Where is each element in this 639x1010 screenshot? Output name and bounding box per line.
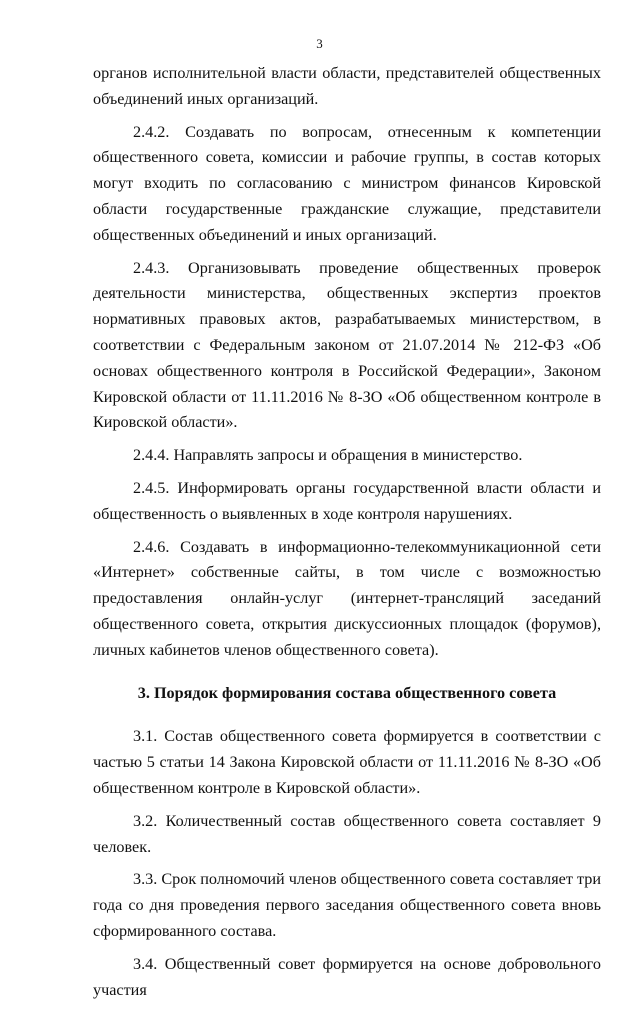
paragraph: 2.4.5. Информировать органы государственной власти области и общественность о выявленных в ходе контроля нарушениях.	[93, 478, 601, 523]
paragraph: 3.1. Состав общественного совета формируется в соответствии с частью 5 статьи 14 Закона Кировской области от 11.11.2016 № 8-ЗО «Об общественном контроле в Кировской области».	[93, 727, 601, 797]
section-heading: 3. Порядок формирования состава общественного совета	[137, 683, 557, 702]
paragraph: 3.4. Общественный совет формируется на основе добровольного участия	[93, 954, 601, 999]
paragraphs-before	[93, 61, 601, 664]
paragraphs-after	[93, 724, 601, 1003]
paragraph: 3.2. Количественный состав общественного совета составляет 9 человек.	[93, 811, 601, 856]
paragraph: органов исполнительной власти области, представителей общественных объединений иных организаций.	[93, 64, 601, 108]
paragraph: 2.4.2. Создавать по вопросам, отнесенным к компетенции общественного совета, комиссии и рабочие группы, в состав которых могут входить по согласованию с министром финансов Кировской области государственные гражданские служащие, представители общественных объединений и иных организаций.	[93, 122, 601, 244]
paragraph: 2.4.4. Направлять запросы и обращения в министерство.	[133, 446, 523, 465]
page-number: 3	[316, 36, 323, 51]
paragraph: 2.4.3. Организовывать проведение общественных проверок деятельности министерства, общественных экспертиз проектов нормативных правовых актов, разрабатываемых министерством, в соответствии с Федеральным законом от 21.07.2014 № 212-ФЗ «Об основах общественного контроля в Российской Федерации», Законом Кировской области от 11.11.2016 № 8-ЗО «Об общественном контроле в Кировской области».	[93, 258, 601, 432]
document-body	[93, 61, 601, 1010]
paragraph: 3.3. Срок полномочий членов общественного совета составляет три года со дня проведения первого заседания общественного совета вновь сформированного состава.	[93, 870, 601, 940]
paragraph: 2.4.6. Создавать в информационно-телекоммуникационной сети «Интернет» собственные сайты, в том числе с возможностью предоставления онлайн-услуг (интернет-трансляций заседаний общественного совета, открытия дискуссионных площадок (форумов), личных кабинетов членов общественного совета).	[93, 537, 601, 659]
